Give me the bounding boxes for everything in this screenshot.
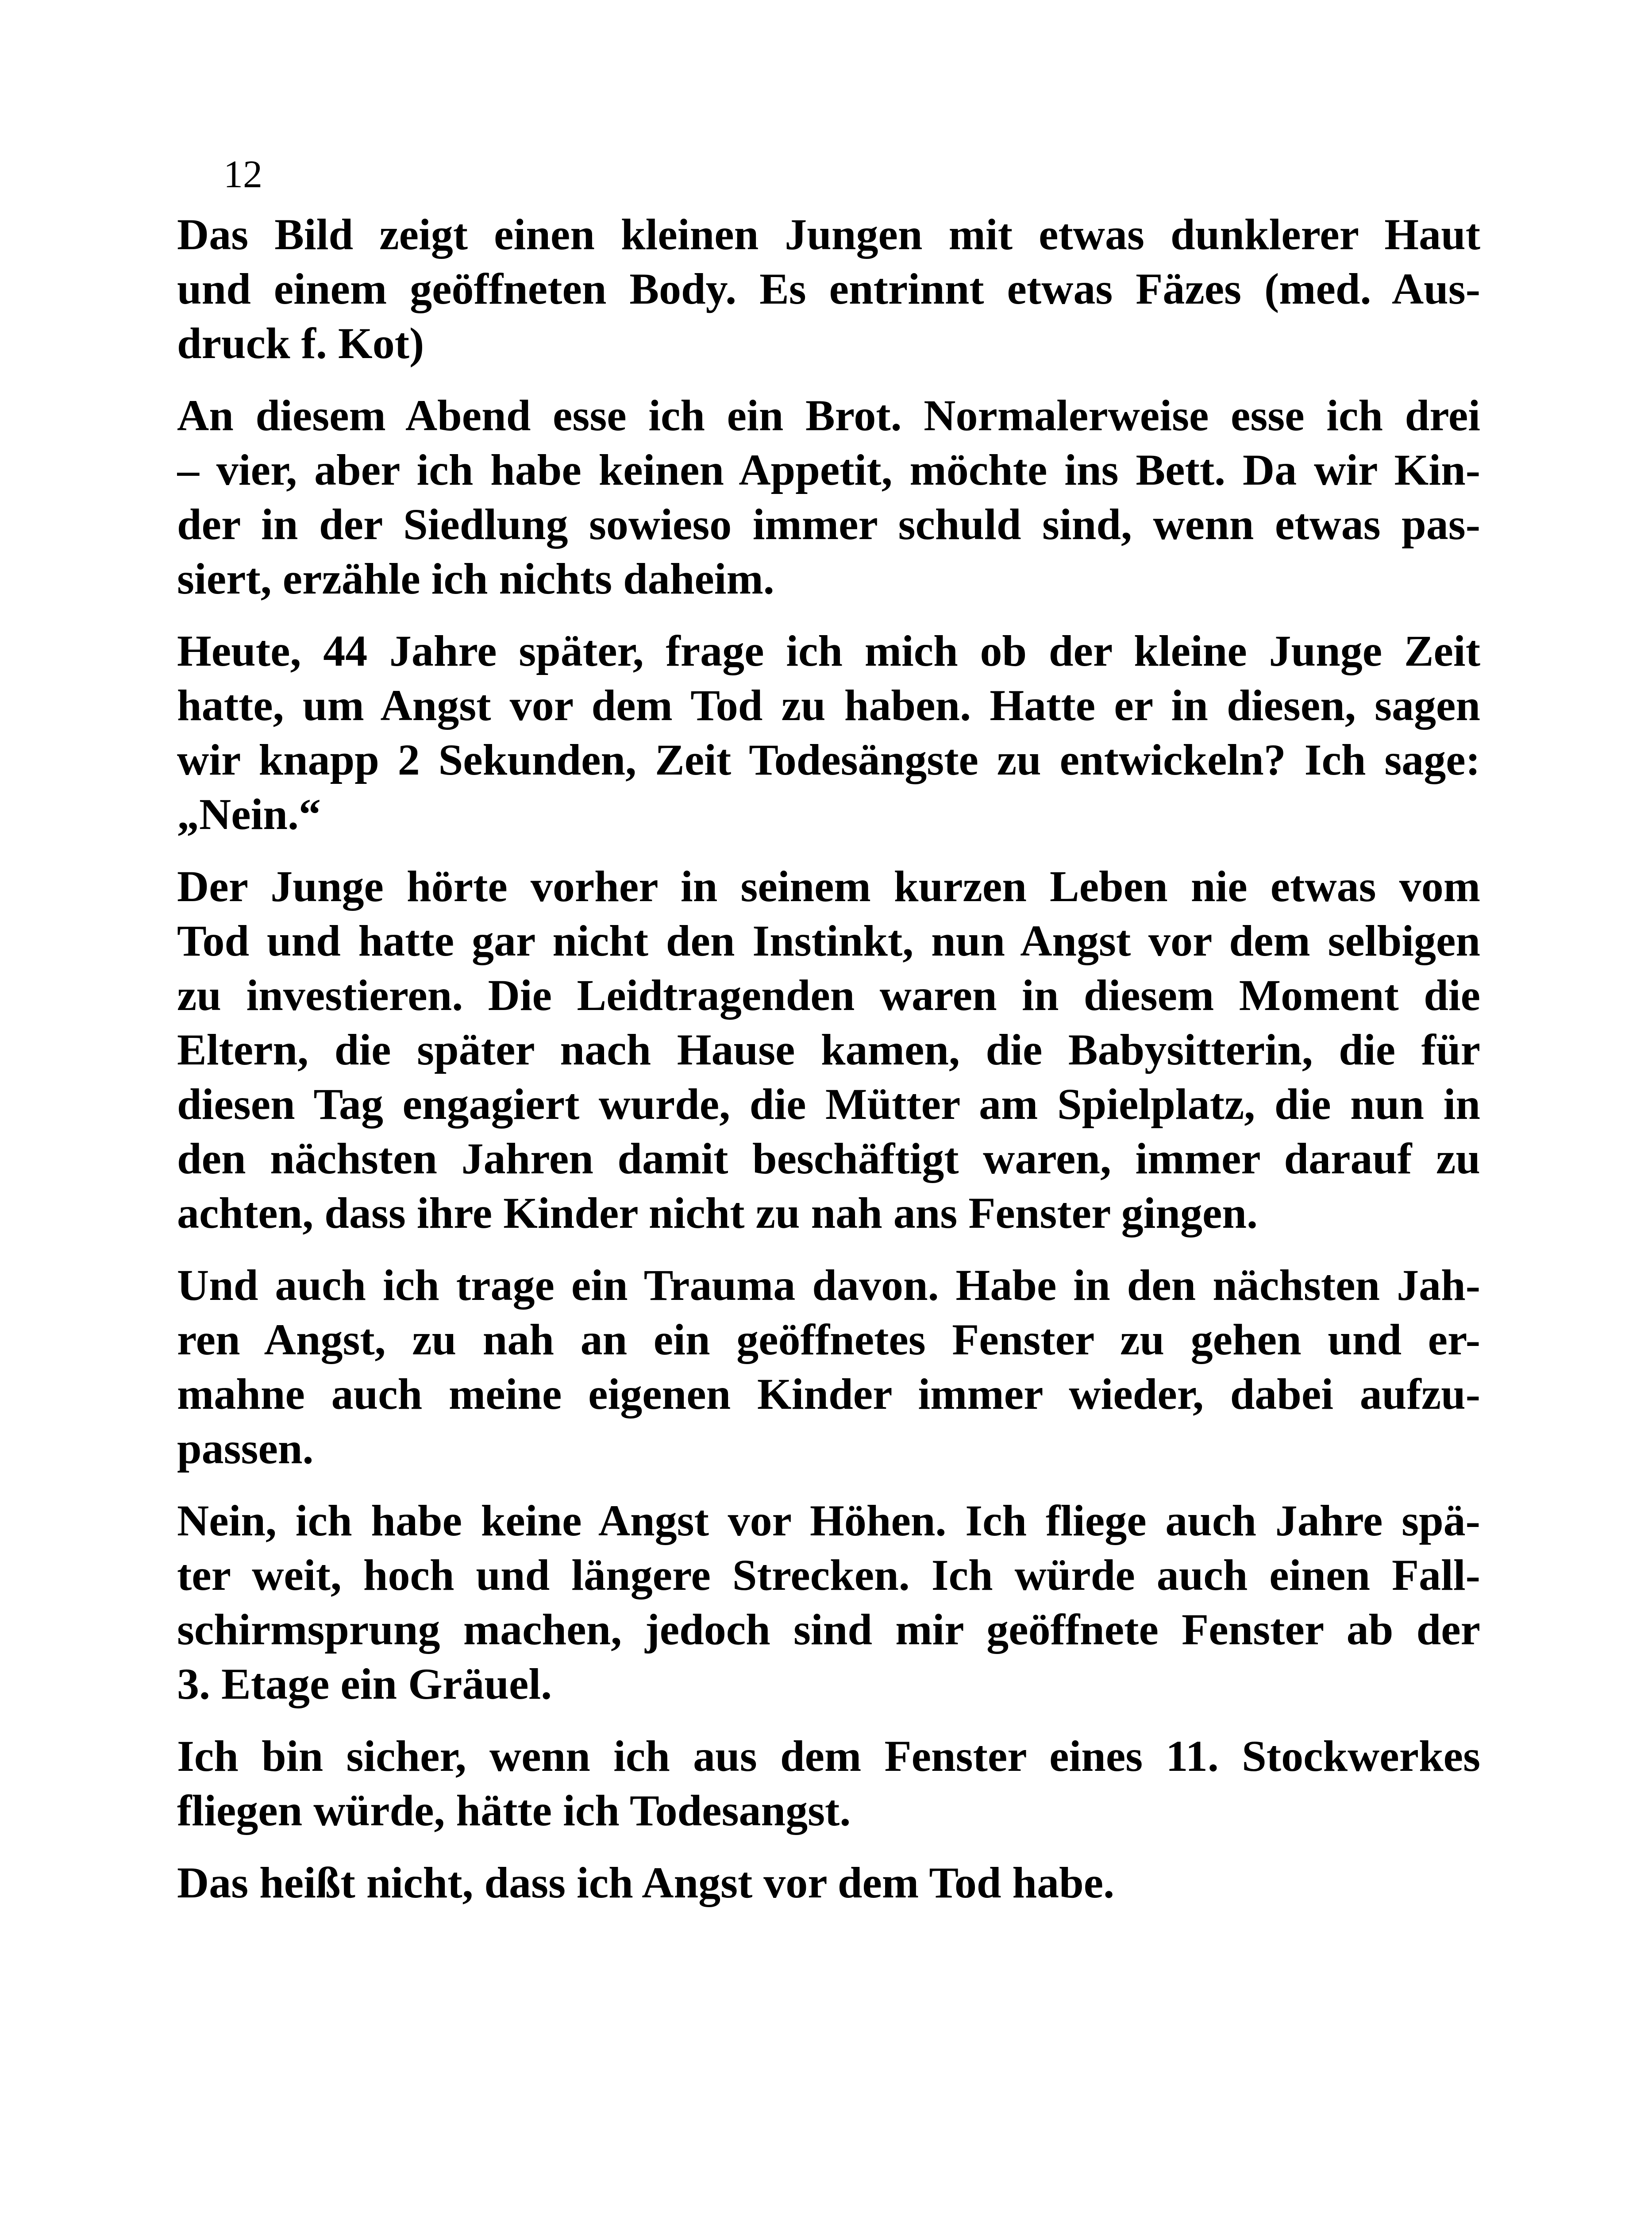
text-line: passen.: [177, 1424, 314, 1473]
text-line: siert, erzähle ich nichts daheim.: [177, 554, 774, 603]
text-line: Eltern, die später nach Hause kamen, die Babysitterin, die für: [177, 1025, 1480, 1074]
text-line: Nein, ich habe keine Angst vor Höhen. Ich fliege auch Jahre spä-: [177, 1496, 1480, 1545]
text-line: wir knapp 2 Sekunden, Zeit Todesängste zu entwickeln? Ich sage:: [177, 735, 1480, 784]
text-line: ren Angst, zu nah an ein geöffnetes Fenster zu gehen und er-: [177, 1315, 1480, 1364]
paragraph: [177, 1855, 1480, 1910]
text-line: druck f. Kot): [177, 319, 424, 368]
body-text: [177, 207, 1480, 1928]
text-line: – vier, aber ich habe keinen Appetit, möchte ins Bett. Da wir Kin-: [177, 445, 1480, 494]
text-line: diesen Tag engagiert wurde, die Mütter am Spielplatz, die nun in: [177, 1080, 1480, 1129]
text-line: Tod und hatte gar nicht den Instinkt, nun Angst vor dem selbigen: [177, 916, 1480, 965]
text-line: und einem geöffneten Body. Es entrinnt etwas Fäzes (med. Aus-: [177, 264, 1480, 313]
paragraph: [177, 1729, 1480, 1838]
text-line: „Nein.“: [177, 790, 321, 839]
paragraph: [177, 624, 1480, 841]
text-line: schirmsprung machen, jedoch sind mir geöffnete Fenster ab der: [177, 1605, 1480, 1654]
text-line: An diesem Abend esse ich ein Brot. Normalerweise esse ich drei: [177, 391, 1480, 440]
text-line: Der Junge hörte vorher in seinem kurzen Leben nie etwas vom: [177, 862, 1480, 911]
paragraph: [177, 1493, 1480, 1711]
text-line: zu investieren. Die Leidtragenden waren in diesem Moment die: [177, 971, 1480, 1020]
paragraph: [177, 388, 1480, 606]
text-line: Ich bin sicher, wenn ich aus dem Fenster eines 11. Stockwerkes: [177, 1731, 1480, 1781]
text-line: Und auch ich trage ein Trauma davon. Habe in den nächsten Jah-: [177, 1261, 1480, 1310]
text-line: achten, dass ihre Kinder nicht zu nah ans Fenster gingen.: [177, 1188, 1258, 1238]
text-line: Das heißt nicht, dass ich Angst vor dem Tod habe.: [177, 1858, 1115, 1907]
text-line: ter weit, hoch und längere Strecken. Ich würde auch einen Fall-: [177, 1550, 1480, 1600]
text-line: den nächsten Jahren damit beschäftigt waren, immer darauf zu: [177, 1134, 1480, 1183]
paragraph: [177, 207, 1480, 370]
paragraph: [177, 859, 1480, 1240]
text-line: mahne auch meine eigenen Kinder immer wieder, dabei aufzu-: [177, 1369, 1480, 1419]
text-line: Heute, 44 Jahre später, frage ich mich ob der kleine Junge Zeit: [177, 626, 1480, 675]
text-line: Das Bild zeigt einen kleinen Jungen mit etwas dunklerer Haut: [177, 210, 1480, 259]
text-line: fliegen würde, hätte ich Todesangst.: [177, 1786, 851, 1835]
text-line: 3. Etage ein Gräuel.: [177, 1659, 552, 1708]
text-line: hatte, um Angst vor dem Tod zu haben. Hatte er in diesen, sagen: [177, 681, 1480, 730]
text-line: der in der Siedlung sowieso immer schuld sind, wenn etwas pas-: [177, 500, 1480, 549]
page-number: 12: [223, 153, 262, 196]
paragraph: [177, 1258, 1480, 1476]
